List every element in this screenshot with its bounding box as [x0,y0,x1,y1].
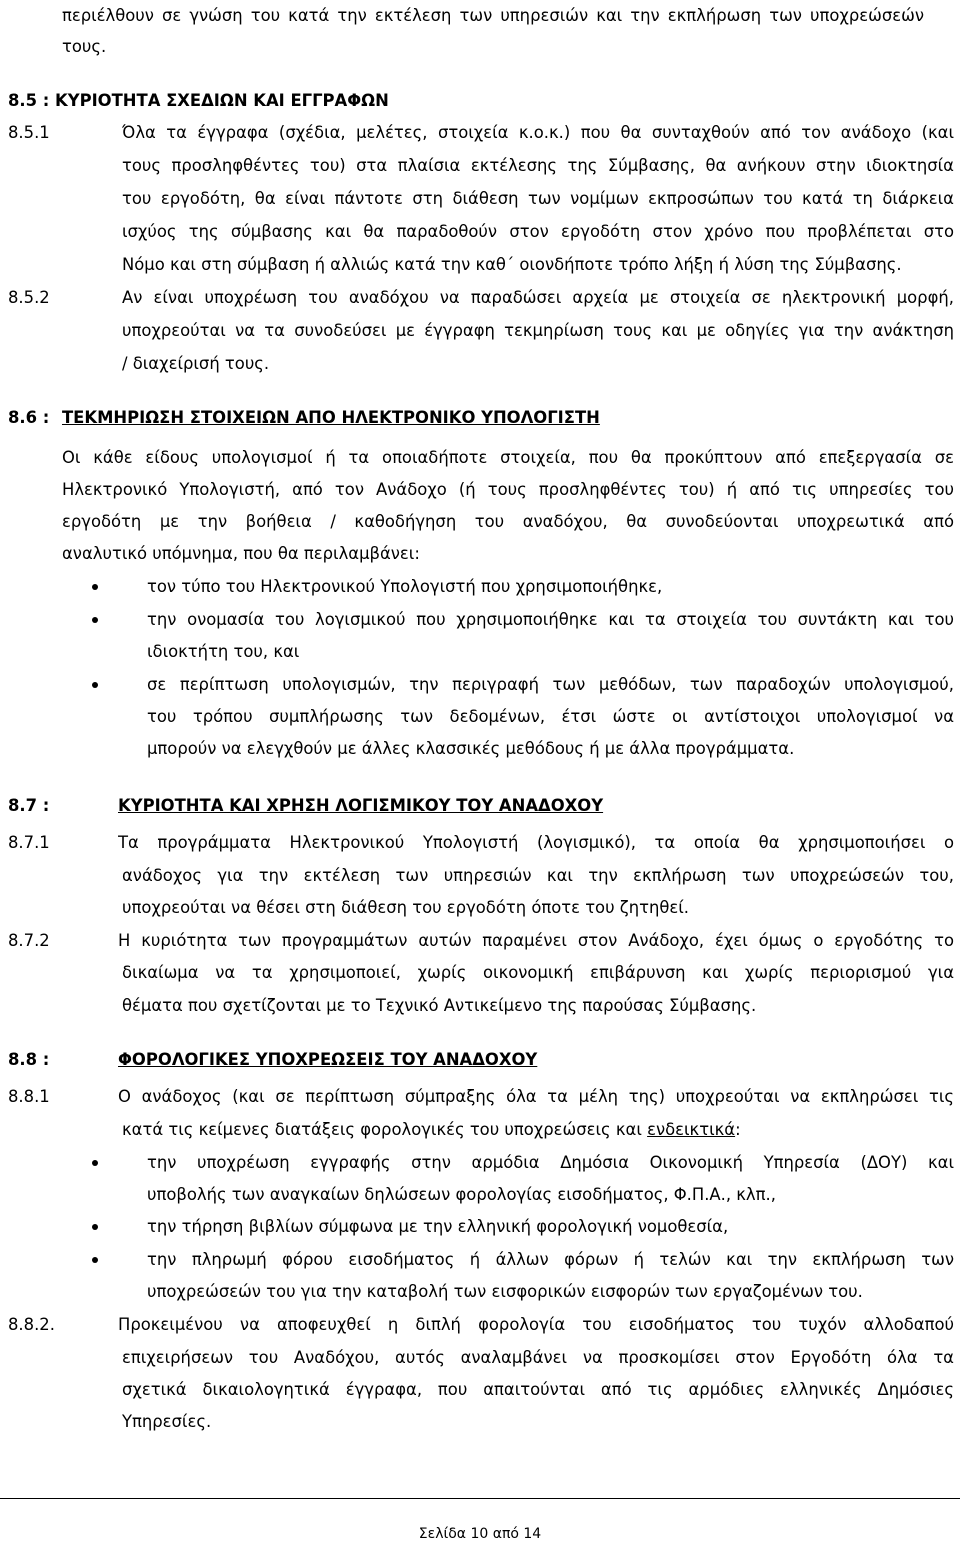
para-8-6-line: Ηλεκτρονικό Υπολογιστή, από τον Ανάδοχο (ή τους προσληφθέντες του) ή από τις υπηρεσίες του [62,480,954,499]
para-8-8-2-line: Προκειμένου να αποφευχθεί η διπλή φορολογία του εισοδήματος του τυχόν αλλοδαπού [118,1315,954,1334]
para-8-8-2-number: 8.8.2. [8,1315,55,1334]
para-8-7-1-line: υποχρεούται να θέσει στη διάθεση του εργοδότη όποτε του ζητηθεί. [122,898,689,917]
intro-line-2: τους. [62,37,107,56]
para-8-5-1-line: Νόμο και στη σύμβαση ή αλλιώς κατά την καθ΄ οιονδήποτε τρόπο λήξη ή λύση της Σύμβασης. [122,255,902,274]
para-8-5-1-line: Όλα τα έγγραφα (σχέδια, μελέτες, στοιχεία κ.ο.κ.) που θα συνταχθούν από τον ανάδοχο (και [122,123,954,142]
section-8-8-number: 8.8 : [8,1050,50,1069]
bullet-icon [92,1257,98,1263]
para-8-7-1-line: ανάδοχος για την εκτέλεση των υπηρεσιών και την εκπλήρωση των υποχρεώσεών του, [122,866,954,885]
section-8-8-title: ΦΟΡΟΛΟΓΙΚΕΣ ΥΠΟΧΡΕΩΣΕΙΣ ΤΟΥ ΑΝΑΔΟΧΟΥ [118,1050,538,1069]
para-8-8-1-text: κατά τις κείμενες διατάξεις φορολογικές του υποχρεώσεις και [122,1120,648,1139]
list-item-line: του τρόπου συμπλήρωσης των δεδομένων, έτσι ώστε οι αντίστοιχοι υπολογισμοί να [147,707,954,726]
para-8-5-1-line: τους προσληφθέντες του) στα πλαίσια εκτέλεσης της Σύμβασης, θα ανήκουν στην ιδιοκτησία [122,156,954,175]
para-8-8-1-line: Ο ανάδοχος (και σε περίπτωση σύμπραξης όλα τα μέλη της) υποχρεούται να εκπληρώσει τις [118,1087,954,1106]
section-8-5-heading: 8.5 : ΚΥΡΙΟΤΗΤΑ ΣΧΕΔΙΩΝ ΚΑΙ ΕΓΓΡΑΦΩΝ [8,91,389,110]
para-8-5-2-line: υποχρεούται να τα συνοδεύσει με έγγραφη τεκμηρίωση τους και με οδηγίες για την ανάκτηση [122,321,954,340]
list-item: τον τύπο του Ηλεκτρονικού Υπολογιστή που χρησιμοποιήθηκε, [147,577,663,596]
para-8-8-2-line: Υπηρεσίες. [122,1412,212,1431]
footer-rule [0,1498,960,1499]
intro-line-1: περιέλθουν σε γνώση του κατά την εκτέλεση των υπηρεσιών και την εκπλήρωση των υποχρεώσεών [62,6,924,25]
para-8-5-2-line: Αν είναι υποχρέωση του αναδόχου να παραδώσει αρχεία με στοιχεία σε ηλεκτρονική μορφή, [122,288,954,307]
bullet-icon [92,682,98,688]
para-8-5-1-line: του εργοδότη, θα είναι πάντοτε στη διάθεση των νομίμων εκπροσώπων του κατά τη διάρκεια [122,189,954,208]
page-footer: Σελίδα 10 από 14 [418,1526,542,1542]
bullet-icon [92,1224,98,1230]
para-8-5-2-number: 8.5.2 [8,288,50,307]
para-8-8-2-line: επιχειρήσεων του Αναδόχου, αυτός αναλαμβάνει να προσκομίσει στον Εργοδότη όλα τα [122,1348,954,1367]
list-item-line: την ονομασία του λογισμικού που χρησιμοποιήθηκε και τα στοιχεία του συντάκτη και του [147,610,954,629]
bullet-icon [92,584,98,590]
list-item-line: μπορούν να ελεγχθούν με άλλες κλασσικές μεθόδους ή με άλλα προγράμματα. [147,739,795,758]
list-item-line: την πληρωμή φόρου εισοδήματος ή άλλων φόρων ή τελών και την εκπλήρωση των [147,1250,954,1269]
para-8-5-1-line: ισχύος της σύμβασης και θα παραδοθούν στον εργοδότη στον χρόνο που προβλέπεται στο [122,222,954,241]
section-8-6-title: ΤΕΚΜΗΡΙΩΣΗ ΣΤΟΙΧΕΙΩΝ ΑΠΟ ΗΛΕΚΤΡΟΝΙΚΟ ΥΠΟΛΟΓΙΣΤΗ [62,408,600,427]
para-8-6-line: εργοδότη με την βοήθεια / καθοδήγηση του αναδόχου, θα συνοδεύονται υποχρεωτικά από [62,512,954,531]
list-item-line: την υποχρέωση εγγραφής στην αρμόδια Δημόσια Οικονομική Υπηρεσία (ΔΟΥ) και [147,1153,954,1172]
para-8-8-1-line [122,1120,741,1140]
para-8-7-2-number: 8.7.2 [8,931,50,950]
list-item-line: σε περίπτωση υπολογισμών, την περιγραφή των μεθόδων, των παραδοχών υπολογισμού, [147,675,954,694]
para-8-7-2-line: Η κυριότητα των προγραμμάτων αυτών παραμένει στον Ανάδοχο, έχει όμως ο εργοδότης το [118,931,954,950]
colon-text: : [735,1120,741,1139]
list-item-line: ιδιοκτήτη του, και [147,642,300,661]
bullet-icon [92,617,98,623]
para-8-5-2-line: / διαχείρισή τους. [122,354,270,373]
list-item-line: υποβολής των αναγκαίων δηλώσεων φορολογίας εισοδήματος, Φ.Π.Α., κλπ., [147,1185,776,1204]
para-8-7-1-line: Τα προγράμματα Ηλεκτρονικού Υπολογιστή (λογισμικό), τα οποία θα χρησιμοποιήσει ο [118,833,954,852]
para-8-6-line: αναλυτικό υπόμνημα, που θα περιλαμβάνει: [62,544,420,563]
indicative-text: ενδεικτικά [647,1120,736,1139]
section-8-6-number: 8.6 : [8,408,50,427]
section-8-7-number: 8.7 : [8,796,50,815]
bullet-icon [92,1160,98,1166]
para-8-6-line: Οι κάθε είδους υπολογισμοί ή τα οποιαδήποτε στοιχεία, που θα προκύπτουν από επεξεργασία σε [62,448,954,467]
list-item: την τήρηση βιβλίων σύμφωνα με την ελληνική φορολογική νομοθεσία, [147,1217,729,1236]
para-8-8-2-line: σχετικά δικαιολογητικά έγγραφα, που απαιτούνται από τις αρμόδιες ελληνικές Δημόσιες [122,1380,954,1399]
para-8-5-1-number: 8.5.1 [8,123,50,142]
list-item-line: υποχρεώσεών του για την καταβολή των εισφορικών εισφορών των εργαζομένων του. [147,1282,863,1301]
section-8-7-title: ΚΥΡΙΟΤΗΤΑ ΚΑΙ ΧΡΗΣΗ ΛΟΓΙΣΜΙΚΟΥ ΤΟΥ ΑΝΑΔΟΧΟΥ [118,796,604,815]
para-8-7-2-line: θέματα που σχετίζονται με το Τεχνικό Αντικείμενο της παρούσας Σύμβασης. [122,996,757,1015]
para-8-8-1-number: 8.8.1 [8,1087,50,1106]
para-8-7-2-line: δικαίωμα να τα χρησιμοποιεί, χωρίς οικονομική επιβάρυνση και χωρίς περιορισμού για [122,963,954,982]
para-8-7-1-number: 8.7.1 [8,833,50,852]
